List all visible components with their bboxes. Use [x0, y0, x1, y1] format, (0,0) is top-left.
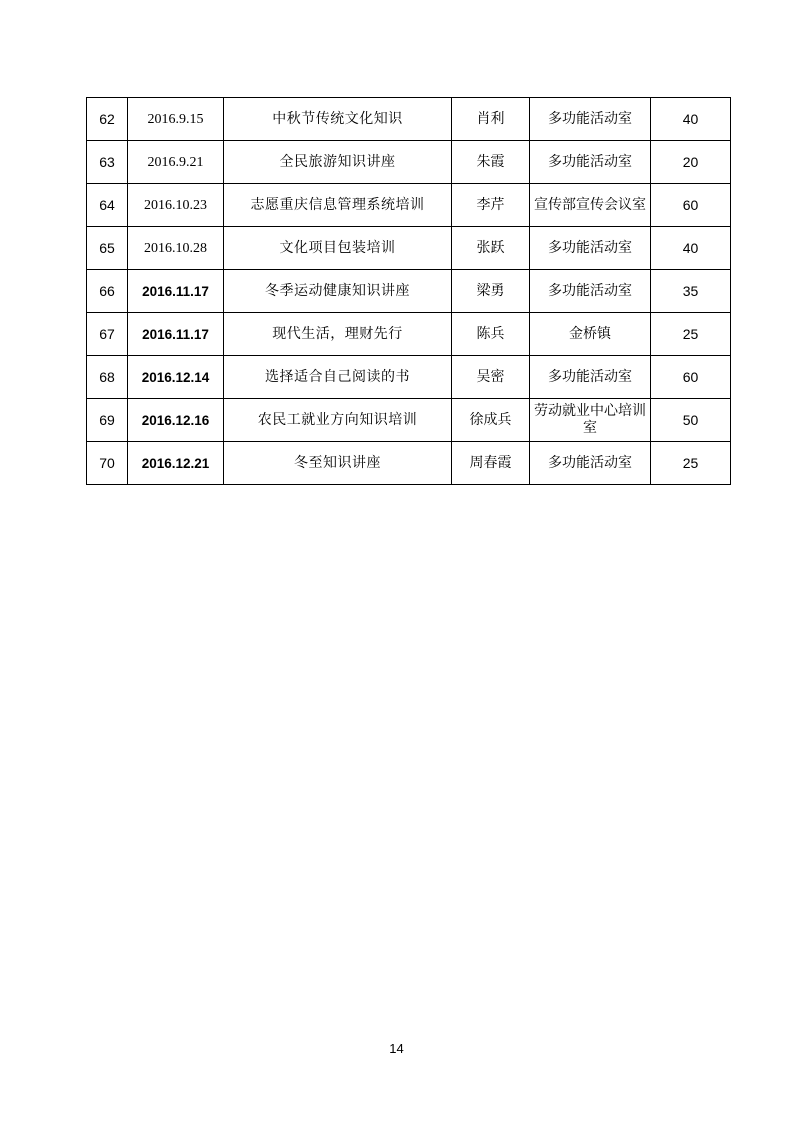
row-venue: 多功能活动室 — [530, 270, 651, 313]
row-date: 2016.12.16 — [128, 399, 224, 442]
row-attendance: 40 — [651, 98, 731, 141]
row-number: 65 — [87, 227, 128, 270]
row-number: 64 — [87, 184, 128, 227]
row-attendance: 40 — [651, 227, 731, 270]
row-date: 2016.10.23 — [128, 184, 224, 227]
table-body — [87, 98, 731, 485]
row-date: 2016.11.17 — [128, 270, 224, 313]
row-venue: 多功能活动室 — [530, 356, 651, 399]
row-number: 70 — [87, 442, 128, 485]
row-topic: 现代生活，理财先行 — [224, 313, 452, 356]
row-topic: 选择适合自己阅读的书 — [224, 356, 452, 399]
row-number: 63 — [87, 141, 128, 184]
row-topic: 志愿重庆信息管理系统培训 — [224, 184, 452, 227]
row-topic: 中秋节传统文化知识 — [224, 98, 452, 141]
table-row — [87, 141, 731, 184]
row-attendance: 60 — [651, 356, 731, 399]
row-number: 66 — [87, 270, 128, 313]
table-row — [87, 313, 731, 356]
table-row — [87, 98, 731, 141]
row-venue: 劳动就业中心培训室 — [530, 399, 651, 442]
row-venue: 宣传部宣传会议室 — [530, 184, 651, 227]
row-topic: 冬季运动健康知识讲座 — [224, 270, 452, 313]
row-venue: 多功能活动室 — [530, 442, 651, 485]
row-speaker: 肖利 — [452, 98, 530, 141]
row-topic: 文化项目包装培训 — [224, 227, 452, 270]
row-speaker: 张跃 — [452, 227, 530, 270]
table-row — [87, 184, 731, 227]
row-speaker: 李芹 — [452, 184, 530, 227]
table-row — [87, 399, 731, 442]
table-row — [87, 270, 731, 313]
row-date: 2016.9.21 — [128, 141, 224, 184]
row-date: 2016.12.21 — [128, 442, 224, 485]
row-speaker: 周春霞 — [452, 442, 530, 485]
row-topic: 冬至知识讲座 — [224, 442, 452, 485]
row-attendance: 50 — [651, 399, 731, 442]
row-attendance: 35 — [651, 270, 731, 313]
table-row — [87, 442, 731, 485]
row-date: 2016.9.15 — [128, 98, 224, 141]
activity-table — [86, 97, 731, 485]
row-number: 69 — [87, 399, 128, 442]
row-venue: 多功能活动室 — [530, 227, 651, 270]
row-speaker: 陈兵 — [452, 313, 530, 356]
row-topic: 全民旅游知识讲座 — [224, 141, 452, 184]
row-topic: 农民工就业方向知识培训 — [224, 399, 452, 442]
row-attendance: 25 — [651, 442, 731, 485]
row-venue: 金桥镇 — [530, 313, 651, 356]
row-speaker: 朱霞 — [452, 141, 530, 184]
table-row — [87, 227, 731, 270]
row-attendance: 60 — [651, 184, 731, 227]
table-row — [87, 356, 731, 399]
row-date: 2016.12.14 — [128, 356, 224, 399]
page-number: 14 — [389, 1041, 404, 1056]
row-date: 2016.10.28 — [128, 227, 224, 270]
row-speaker: 徐成兵 — [452, 399, 530, 442]
row-speaker: 梁勇 — [452, 270, 530, 313]
row-venue: 多功能活动室 — [530, 141, 651, 184]
row-speaker: 吴密 — [452, 356, 530, 399]
row-date: 2016.11.17 — [128, 313, 224, 356]
row-attendance: 20 — [651, 141, 731, 184]
row-number: 67 — [87, 313, 128, 356]
row-number: 68 — [87, 356, 128, 399]
row-attendance: 25 — [651, 313, 731, 356]
row-number: 62 — [87, 98, 128, 141]
row-venue: 多功能活动室 — [530, 98, 651, 141]
